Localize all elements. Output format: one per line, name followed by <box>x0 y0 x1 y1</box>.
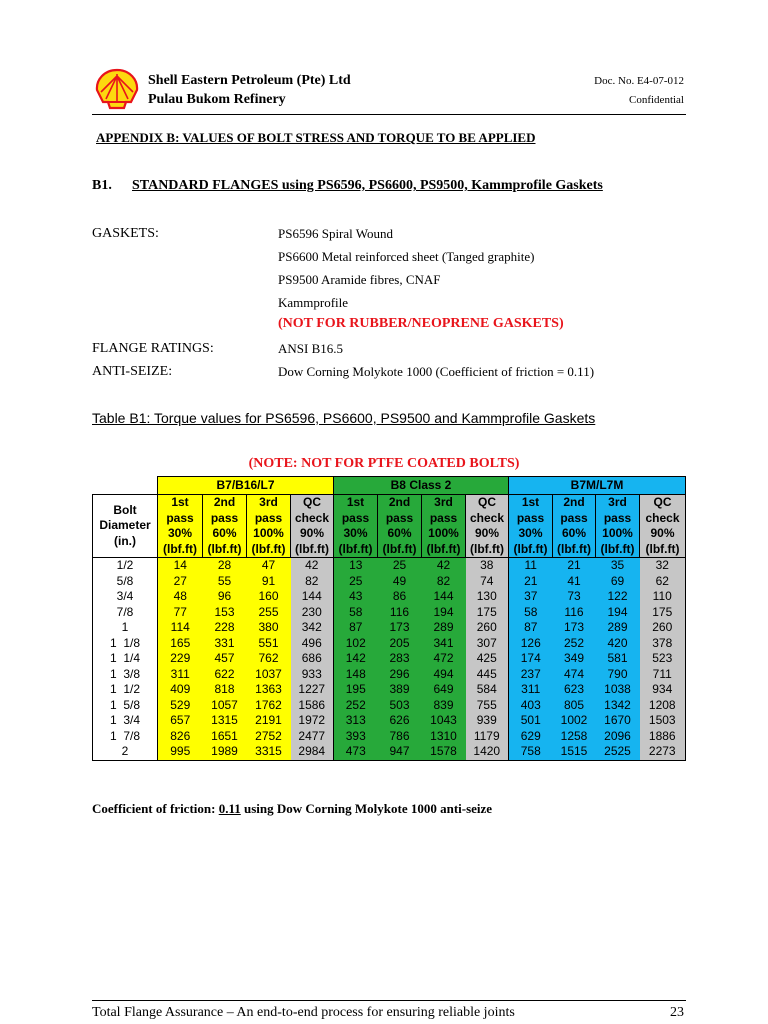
torque-cell: 1002 <box>553 713 596 729</box>
header-line: (lbf.ft) <box>251 541 286 556</box>
header-line: (lbf.ft) <box>470 541 504 556</box>
torque-cell: 289 <box>422 620 466 636</box>
bolt-diameter-cell: 1 3/4 <box>93 713 158 729</box>
torque-cell: 41 <box>553 574 596 590</box>
torque-cell: 839 <box>422 698 466 714</box>
torque-cell: 289 <box>596 620 640 636</box>
torque-cell: 130 <box>466 589 509 605</box>
torque-cell: 283 <box>378 651 422 667</box>
header-line: (lbf.ft) <box>338 541 373 556</box>
torque-cell: 311 <box>509 682 553 698</box>
torque-cell: 1342 <box>596 698 640 714</box>
table-corner <box>93 477 158 495</box>
shell-logo <box>94 68 140 110</box>
torque-cell: 174 <box>509 651 553 667</box>
torque-cell: 195 <box>334 682 378 698</box>
torque-cell: 2752 <box>247 729 291 745</box>
torque-cell: 1043 <box>422 713 466 729</box>
header-line: (lbf.ft) <box>426 541 461 556</box>
torque-cell: 87 <box>334 620 378 636</box>
torque-cell: 27 <box>158 574 203 590</box>
header-line: 3rd <box>608 495 627 509</box>
torque-cell: 13 <box>334 558 378 574</box>
header-line: Diameter <box>99 518 151 533</box>
torque-cell: 523 <box>640 651 686 667</box>
group-header-b7: B7/B16/L7 <box>158 477 334 495</box>
torque-cell: 939 <box>466 713 509 729</box>
torque-cell: 755 <box>466 698 509 714</box>
flange-ratings-value: ANSI B16.5 <box>278 341 344 356</box>
torque-cell: 153 <box>203 605 247 621</box>
torque-cell: 175 <box>466 605 509 621</box>
torque-cell: 805 <box>553 698 596 714</box>
torque-cell: 1038 <box>596 682 640 698</box>
torque-cell: 420 <box>596 636 640 652</box>
torque-cell: 496 <box>291 636 334 652</box>
torque-cell: 472 <box>422 651 466 667</box>
header-line: 2nd <box>563 495 585 509</box>
torque-cell: 313 <box>334 713 378 729</box>
torque-cell: 49 <box>378 574 422 590</box>
column-header <box>203 495 247 558</box>
company-line2: Pulau Bukom Refinery <box>148 92 286 107</box>
torque-cell: 2525 <box>596 744 640 760</box>
torque-cell: 82 <box>422 574 466 590</box>
header-line: 2nd <box>213 495 236 509</box>
header-line: 30% <box>343 526 368 540</box>
torque-cell: 403 <box>509 698 553 714</box>
column-header <box>640 495 686 558</box>
table-row <box>93 667 686 683</box>
company-line1: Shell Eastern Petroleum (Pte) Ltd <box>148 73 351 88</box>
torque-cell: 48 <box>158 589 203 605</box>
header-line: (lbf.ft) <box>557 541 591 556</box>
torque-cell: 116 <box>553 605 596 621</box>
header-line: QC <box>653 495 672 509</box>
torque-cell: 122 <box>596 589 640 605</box>
torque-cell: 55 <box>203 574 247 590</box>
table-row <box>93 682 686 698</box>
torque-cell: 62 <box>640 574 686 590</box>
torque-cell: 43 <box>334 589 378 605</box>
torque-cell: 142 <box>334 651 378 667</box>
group-header-b8: B8 Class 2 <box>334 477 509 495</box>
bolt-diameter-cell: 2 <box>93 744 158 760</box>
torque-cell: 77 <box>158 605 203 621</box>
torque-cell: 1651 <box>203 729 247 745</box>
torque-cell: 389 <box>378 682 422 698</box>
torque-cell: 194 <box>422 605 466 621</box>
table-row <box>93 729 686 745</box>
torque-cell: 786 <box>378 729 422 745</box>
torque-cell: 58 <box>509 605 553 621</box>
torque-cell: 47 <box>247 558 291 574</box>
torque-cell: 126 <box>509 636 553 652</box>
column-header <box>596 495 640 558</box>
gasket-warning: (NOT FOR RUBBER/NEOPRENE GASKETS) <box>278 316 564 331</box>
torque-cell: 629 <box>509 729 553 745</box>
table-row <box>93 636 686 652</box>
header-line: (lbf.ft) <box>600 541 635 556</box>
torque-cell: 144 <box>291 589 334 605</box>
torque-cell: 1972 <box>291 713 334 729</box>
torque-cell: 934 <box>640 682 686 698</box>
header-line: 90% <box>650 526 675 540</box>
header-divider <box>92 114 686 115</box>
torque-cell: 584 <box>466 682 509 698</box>
torque-table <box>92 476 686 761</box>
torque-cell: 1886 <box>640 729 686 745</box>
torque-cell: 82 <box>291 574 334 590</box>
torque-cell: 494 <box>422 667 466 683</box>
torque-cell: 21 <box>509 574 553 590</box>
section-heading <box>92 178 603 194</box>
torque-cell: 995 <box>158 744 203 760</box>
torque-cell: 165 <box>158 636 203 652</box>
torque-cell: 1227 <box>291 682 334 698</box>
header-line: 30% <box>167 526 193 540</box>
torque-cell: 2096 <box>596 729 640 745</box>
bolt-diameter-cell: 1 5/8 <box>93 698 158 714</box>
torque-cell: 1208 <box>640 698 686 714</box>
table-note: (NOTE: NOT FOR PTFE COATED BOLTS) <box>248 456 520 471</box>
torque-cell: 1989 <box>203 744 247 760</box>
bolt-diameter-cell: 1 1/4 <box>93 651 158 667</box>
torque-cell: 380 <box>247 620 291 636</box>
header-line: pass <box>603 510 632 525</box>
bolt-diameter-header <box>93 495 158 558</box>
torque-cell: 1315 <box>203 713 247 729</box>
torque-cell: 73 <box>553 589 596 605</box>
torque-cell: 1762 <box>247 698 291 714</box>
gasket-item: Kammprofile <box>278 295 349 310</box>
torque-cell: 144 <box>422 589 466 605</box>
torque-cell: 252 <box>334 698 378 714</box>
torque-cell: 626 <box>378 713 422 729</box>
column-header <box>509 495 553 558</box>
anti-seize-value: Dow Corning Molykote 1000 (Coefficient of friction = 0.11) <box>278 364 595 379</box>
friction-value: 0.11 <box>218 801 241 816</box>
doc-number: Doc. No. E4-07-012 <box>594 75 684 87</box>
torque-cell: 378 <box>640 636 686 652</box>
torque-cell: 551 <box>247 636 291 652</box>
table-row <box>93 605 686 621</box>
torque-cell: 11 <box>509 558 553 574</box>
torque-cell: 818 <box>203 682 247 698</box>
header-line: (lbf.ft) <box>645 541 680 556</box>
friction-note <box>92 801 492 817</box>
footer-divider <box>92 1000 686 1001</box>
header-line: (lbf.ft) <box>295 541 329 556</box>
appendix-title: APPENDIX B: VALUES OF BOLT STRESS AND TORQUE TO BE APPLIED <box>96 130 536 145</box>
torque-cell: 38 <box>466 558 509 574</box>
torque-cell: 173 <box>378 620 422 636</box>
footer-text: Total Flange Assurance – An end-to-end process for ensuring reliable joints <box>92 1005 515 1020</box>
torque-cell: 260 <box>640 620 686 636</box>
torque-cell: 91 <box>247 574 291 590</box>
header-line: 30% <box>518 526 543 540</box>
header-line: pass <box>516 510 545 525</box>
torque-cell: 1420 <box>466 744 509 760</box>
bolt-diameter-cell: 5/8 <box>93 574 158 590</box>
torque-cell: 58 <box>334 605 378 621</box>
torque-cell: 42 <box>422 558 466 574</box>
torque-cell: 260 <box>466 620 509 636</box>
header-line: 60% <box>561 526 587 540</box>
torque-cell: 307 <box>466 636 509 652</box>
torque-cell: 3315 <box>247 744 291 760</box>
torque-cell: 237 <box>509 667 553 683</box>
header-line: check <box>469 510 505 525</box>
torque-cell: 473 <box>334 744 378 760</box>
torque-cell: 341 <box>422 636 466 652</box>
header-line: Bolt <box>113 502 137 517</box>
torque-cell: 114 <box>158 620 203 636</box>
gasket-item: PS6600 Metal reinforced sheet (Tanged graphite) <box>278 249 535 264</box>
torque-cell: 160 <box>247 589 291 605</box>
torque-cell: 255 <box>247 605 291 621</box>
torque-cell: 501 <box>509 713 553 729</box>
torque-cell: 1586 <box>291 698 334 714</box>
torque-cell: 173 <box>553 620 596 636</box>
header-line: 3rd <box>434 495 453 509</box>
torque-cell: 445 <box>466 667 509 683</box>
column-header <box>291 495 334 558</box>
header-line: (in.) <box>114 533 136 548</box>
header-line: 90% <box>299 526 325 540</box>
friction-note-prefix: Coefficient of friction: <box>92 801 219 816</box>
torque-cell: 102 <box>334 636 378 652</box>
gasket-item: PS6596 Spiral Wound <box>278 226 394 241</box>
torque-cell: 296 <box>378 667 422 683</box>
header-line: (lbf.ft) <box>382 541 417 556</box>
column-header <box>334 495 378 558</box>
torque-cell: 2273 <box>640 744 686 760</box>
torque-cell: 69 <box>596 574 640 590</box>
header-line: pass <box>210 510 239 525</box>
torque-cell: 933 <box>291 667 334 683</box>
bolt-diameter-cell: 7/8 <box>93 605 158 621</box>
document-meta <box>594 72 684 110</box>
column-header <box>247 495 291 558</box>
torque-cell: 32 <box>640 558 686 574</box>
header-line: pass <box>341 510 370 525</box>
anti-seize-label: ANTI-SEIZE: <box>92 364 173 379</box>
torque-cell: 110 <box>640 589 686 605</box>
torque-cell: 2984 <box>291 744 334 760</box>
torque-cell: 1578 <box>422 744 466 760</box>
table-row <box>93 558 686 574</box>
table-row <box>93 713 686 729</box>
table-row <box>93 651 686 667</box>
torque-cell: 947 <box>378 744 422 760</box>
header-line: check <box>645 510 680 525</box>
bolt-diameter-cell: 1 3/8 <box>93 667 158 683</box>
header-line: 90% <box>474 526 500 540</box>
torque-cell: 2477 <box>291 729 334 745</box>
torque-cell: 342 <box>291 620 334 636</box>
torque-cell: 623 <box>553 682 596 698</box>
header-line: pass <box>429 510 458 525</box>
torque-cell: 529 <box>158 698 203 714</box>
header-line: check <box>294 510 330 525</box>
torque-cell: 311 <box>158 667 203 683</box>
column-header <box>466 495 509 558</box>
column-header <box>422 495 466 558</box>
torque-cell: 331 <box>203 636 247 652</box>
torque-cell: 35 <box>596 558 640 574</box>
torque-cell: 649 <box>422 682 466 698</box>
torque-cell: 14 <box>158 558 203 574</box>
header-line: pass <box>254 510 283 525</box>
torque-cell: 622 <box>203 667 247 683</box>
torque-cell: 87 <box>509 620 553 636</box>
torque-cell: 25 <box>334 574 378 590</box>
torque-cell: 229 <box>158 651 203 667</box>
bolt-diameter-cell: 3/4 <box>93 589 158 605</box>
header-line: pass <box>166 510 194 525</box>
torque-cell: 503 <box>378 698 422 714</box>
torque-cell: 1057 <box>203 698 247 714</box>
header-line: 100% <box>602 526 633 540</box>
torque-cell: 425 <box>466 651 509 667</box>
header-line: pass <box>385 510 414 525</box>
torque-cell: 2191 <box>247 713 291 729</box>
torque-cell: 349 <box>553 651 596 667</box>
torque-cell: 457 <box>203 651 247 667</box>
header-line: (lbf.ft) <box>163 541 197 556</box>
table-title: Table B1: Torque values for PS6596, PS6600, PS9500 and Kammprofile Gaskets <box>92 410 596 426</box>
header-line: (lbf.ft) <box>207 541 242 556</box>
header-line: 1st <box>346 495 365 509</box>
torque-cell: 826 <box>158 729 203 745</box>
table-row <box>93 574 686 590</box>
table-row <box>93 698 686 714</box>
bolt-diameter-cell: 1/2 <box>93 558 158 574</box>
section-title: STANDARD FLANGES using PS6596, PS6600, PS9500, Kammprofile Gaskets <box>132 178 603 193</box>
torque-cell: 1503 <box>640 713 686 729</box>
torque-cell: 74 <box>466 574 509 590</box>
torque-cell: 25 <box>378 558 422 574</box>
torque-cell: 230 <box>291 605 334 621</box>
header-line: 60% <box>212 526 237 540</box>
bolt-diameter-cell: 1 <box>93 620 158 636</box>
header-line: QC <box>478 495 496 509</box>
torque-cell: 1310 <box>422 729 466 745</box>
torque-cell: 790 <box>596 667 640 683</box>
header-line: 60% <box>387 526 412 540</box>
column-header <box>158 495 203 558</box>
torque-cell: 758 <box>509 744 553 760</box>
bolt-diameter-cell: 1 7/8 <box>93 729 158 745</box>
table-row <box>93 744 686 760</box>
header-line: 2nd <box>388 495 411 509</box>
torque-cell: 28 <box>203 558 247 574</box>
group-header-b7m: B7M/L7M <box>509 477 686 495</box>
torque-cell: 1670 <box>596 713 640 729</box>
gasket-item: PS9500 Aramide fibres, CNAF <box>278 272 441 287</box>
bolt-diameter-cell: 1 1/2 <box>93 682 158 698</box>
torque-cell: 1258 <box>553 729 596 745</box>
torque-cell: 762 <box>247 651 291 667</box>
torque-cell: 37 <box>509 589 553 605</box>
header-line: 1st <box>521 495 540 509</box>
table-row <box>93 620 686 636</box>
flange-ratings-label: FLANGE RATINGS: <box>92 341 214 356</box>
header-line: 3rd <box>259 495 278 509</box>
torque-cell: 1179 <box>466 729 509 745</box>
torque-cell: 116 <box>378 605 422 621</box>
subheader-row <box>93 495 686 558</box>
torque-cell: 1515 <box>553 744 596 760</box>
gaskets-label: GASKETS: <box>92 226 159 241</box>
section-number: B1. <box>92 178 112 193</box>
torque-cell: 205 <box>378 636 422 652</box>
page-number: 23 <box>670 1005 684 1020</box>
column-header <box>553 495 596 558</box>
torque-cell: 228 <box>203 620 247 636</box>
torque-cell: 409 <box>158 682 203 698</box>
friction-note-suffix: using Dow Corning Molykote 1000 anti-seize <box>240 801 493 816</box>
torque-cell: 711 <box>640 667 686 683</box>
column-header <box>378 495 422 558</box>
torque-cell: 1037 <box>247 667 291 683</box>
torque-cell: 148 <box>334 667 378 683</box>
header-line: 1st <box>171 495 189 509</box>
confidentiality: Confidential <box>629 94 684 106</box>
torque-cell: 175 <box>640 605 686 621</box>
torque-cell: 474 <box>553 667 596 683</box>
torque-cell: 42 <box>291 558 334 574</box>
torque-cell: 581 <box>596 651 640 667</box>
company-name <box>148 71 351 109</box>
header-line: pass <box>560 510 588 525</box>
header-line: 100% <box>428 526 459 540</box>
header-line: 100% <box>253 526 284 540</box>
torque-cell: 1363 <box>247 682 291 698</box>
header-line: QC <box>303 495 321 509</box>
torque-cell: 194 <box>596 605 640 621</box>
torque-cell: 686 <box>291 651 334 667</box>
torque-cell: 393 <box>334 729 378 745</box>
torque-cell: 96 <box>203 589 247 605</box>
torque-cell: 252 <box>553 636 596 652</box>
torque-cell: 86 <box>378 589 422 605</box>
torque-cell: 21 <box>553 558 596 574</box>
table-body <box>93 558 686 761</box>
header-line: (lbf.ft) <box>513 541 548 556</box>
table-row <box>93 589 686 605</box>
bolt-diameter-cell: 1 1/8 <box>93 636 158 652</box>
torque-cell: 657 <box>158 713 203 729</box>
